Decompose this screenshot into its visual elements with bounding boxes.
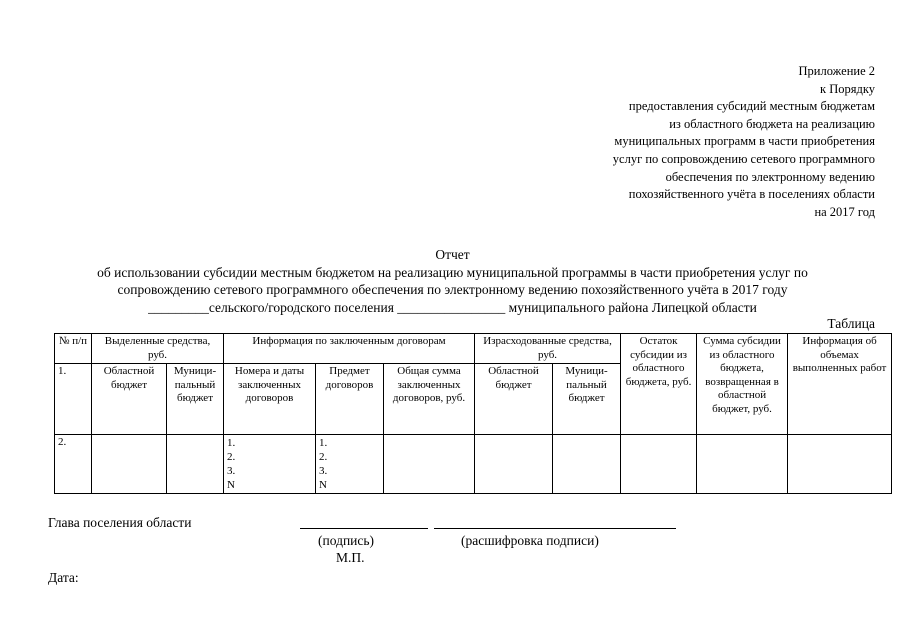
contract-numbers-list: [224, 435, 316, 494]
header-volumes: Информация об объемах выполненных работ: [788, 334, 892, 435]
list-item: N: [227, 479, 235, 491]
list-item: 3.: [319, 465, 328, 477]
list-item: 1.: [227, 437, 236, 449]
table-header-row: [55, 334, 892, 364]
table-cell: [621, 435, 697, 494]
row-number: 2.: [55, 435, 92, 494]
row-number: 1.: [55, 364, 92, 435]
table-cell: [475, 435, 553, 494]
appendix-line: из областного бюджета на реализацию: [669, 116, 875, 131]
report-title-block: [0, 246, 905, 316]
subheader-spent-municipal: Муници-пальный бюджет: [553, 364, 621, 435]
list-item: 2.: [319, 451, 328, 463]
signature-decode-caption: (расшифровка подписи): [461, 533, 599, 548]
subheader-spent-regional: Областной бюджет: [475, 364, 553, 435]
subheader-alloc-municipal: Муници-пальный бюджет: [167, 364, 224, 435]
contract-subject-list: [316, 435, 384, 494]
header-allocated: Выделенные средства, руб.: [92, 334, 224, 364]
appendix-line: на 2017 год: [814, 204, 875, 219]
appendix-line: услуг по сопровождению сетевого программного: [612, 151, 875, 166]
report-subtitle-line: об использовании субсидии местным бюджетом на реализацию муниципальной программы в части приобретения услуг по: [97, 264, 808, 280]
date-label: Дата:: [48, 570, 79, 585]
list-item: 3.: [227, 465, 236, 477]
list-item: 2.: [227, 451, 236, 463]
signature-caption: (подпись): [318, 533, 375, 548]
header-spent: Израсходованные средства, руб.: [475, 334, 621, 364]
appendix-block: [545, 63, 875, 221]
report-title: Отчет: [435, 247, 470, 262]
list-item: 1.: [319, 437, 328, 449]
subheader-contract-total: Общая сумма заключенных договоров, руб.: [384, 364, 475, 435]
header-num: № п/п: [55, 334, 92, 364]
appendix-line: к Порядку: [820, 81, 875, 96]
appendix-line: муниципальных программ в части приобретения: [614, 134, 875, 149]
subheader-alloc-regional: Областной бюджет: [92, 364, 167, 435]
header-remainder: Остаток субсидии из областного бюджета, руб.: [621, 334, 697, 435]
table-cell: [788, 435, 892, 494]
header-returned: Сумма субсидии из областного бюджета, возвращенная в областной бюджет, руб.: [697, 334, 788, 435]
table-cell: [384, 435, 475, 494]
appendix-line: предоставления субсидий местным бюджетам: [628, 99, 875, 114]
appendix-line: Приложение 2: [798, 64, 875, 78]
header-contracts: Информация по заключенным договорам: [224, 334, 475, 364]
head-label: Глава поселения области: [48, 515, 192, 530]
table-cell: [553, 435, 621, 494]
subheader-contract-numbers: Номера и даты заключенных договоров: [224, 364, 316, 435]
appendix-line: похозяйственного учёта в поселениях области: [628, 187, 875, 202]
signature-decode-line: [434, 528, 676, 529]
list-item: N: [319, 479, 327, 491]
table-cell: [92, 435, 167, 494]
signature-line: [300, 528, 428, 529]
table-label: Таблица: [827, 316, 875, 331]
report-table: [54, 333, 892, 494]
report-subtitle-line: _________сельского/городского поселения ________________ муниципального района Липецкой области: [148, 299, 757, 315]
report-subtitle-line: сопровождению сетевого программного обеспечения по электронному ведению похозяйственного учёта в 2017 году: [117, 282, 788, 297]
table-cell: [697, 435, 788, 494]
stamp-label: М.П.: [336, 550, 365, 565]
table-row: [55, 435, 892, 494]
appendix-line: обеспечения по электронному ведению: [665, 169, 875, 184]
subheader-contract-subject: Предмет договоров: [316, 364, 384, 435]
table-cell: [167, 435, 224, 494]
